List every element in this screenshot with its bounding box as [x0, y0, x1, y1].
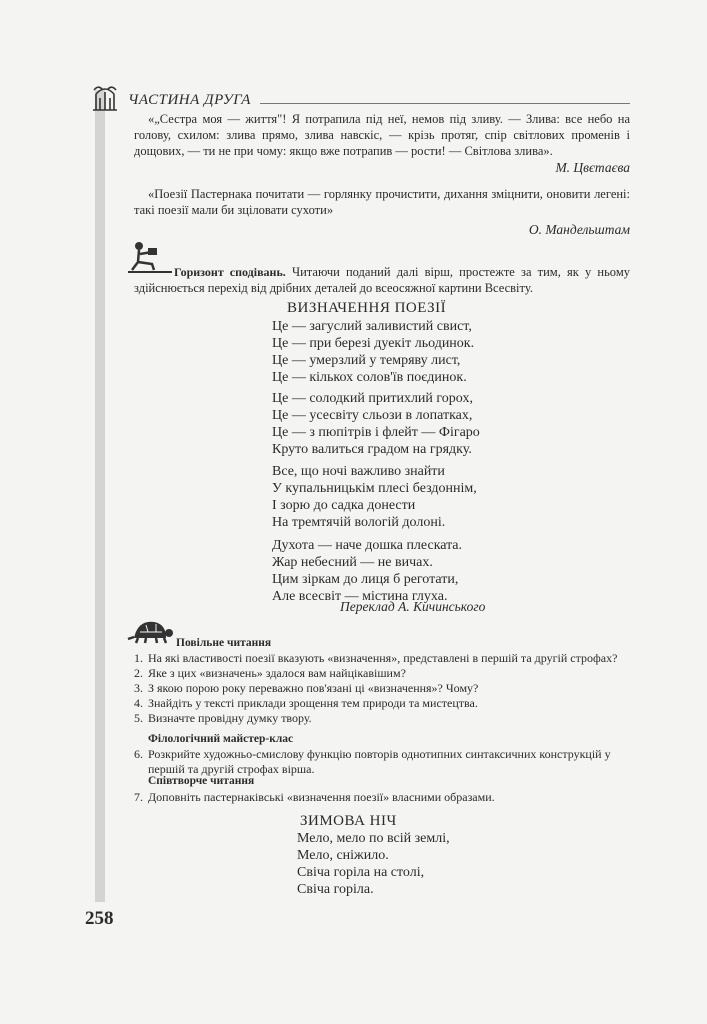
quote-author: О. Мандельштам	[528, 222, 630, 237]
question-item	[134, 790, 630, 805]
poem-line: Мело, сніжило.	[297, 848, 389, 863]
horizon-label: Горизонт сподівань.	[174, 265, 286, 279]
question-number: 6.	[134, 747, 143, 761]
slow-reading-heading: Повільне читання	[176, 637, 272, 649]
question-text: На які властивості поезії вказують «визначення», представлені в першій та другій строфах?	[148, 651, 618, 665]
question-text: Розкрийте художньо-смислову функцію повторів однотипних синтаксичних конструкцій у першій та другій строфах вірша.	[148, 747, 611, 776]
poem-line: Це — з пюпітрів і флейт — Фігаро	[272, 425, 480, 440]
philology-heading: Філологічний майстер-клас	[148, 733, 294, 745]
question-number: 5.	[134, 711, 143, 725]
questions-cocreative	[134, 790, 630, 805]
poem-stanza	[272, 318, 474, 386]
questions-slow-reading	[134, 651, 630, 726]
question-item	[134, 651, 630, 666]
question-text: Доповніть пастернаківські «визначення поезії» власними образами.	[148, 790, 495, 804]
question-number: 2.	[134, 666, 143, 680]
question-number: 7.	[134, 790, 143, 804]
poem-line: Свіча горіла на столі,	[297, 865, 425, 880]
question-item	[134, 711, 630, 726]
horizon-of-expectations	[134, 264, 630, 296]
question-text: Визначте провідну думку твору.	[148, 711, 312, 725]
poem-line: У купальницькім плесі бездоннім,	[272, 481, 477, 496]
quote-text: «„Сестра моя — життя"! Я потрапила під неї, немов під зливу. — Злива: все небо на голову, схилом: злива прямо, злива навскіс, — крізь протяг, спір світлових променів і дощових, — ти не при чому: якщо вже потрапив — рости! — Світлова злива».	[134, 112, 630, 158]
question-item	[134, 666, 630, 681]
poem-line: Це — загуслий заливистий свист,	[272, 319, 472, 334]
question-text: Знайдіть у тексті приклади зрощення тем природи та мистецтва.	[148, 696, 478, 710]
poem-line: Це — при березі дуекіт льодинок.	[272, 336, 475, 351]
cocreative-heading: Співтворче читання	[148, 775, 255, 787]
question-item	[134, 681, 630, 696]
question-item	[134, 696, 630, 711]
page-number: 258	[85, 908, 114, 929]
poem-line: Це — солодкий притихлий горох,	[272, 391, 473, 406]
poem-line: Це — умерзлий у темряву лист,	[272, 353, 461, 368]
poem-line: На тремтячій вологій долоні.	[272, 515, 446, 530]
poem-line: Все, що ночі важливо знайти	[272, 464, 445, 479]
poem-stanza	[272, 463, 477, 531]
question-number: 3.	[134, 681, 143, 695]
poem-line: Свіча горіла.	[297, 882, 374, 897]
poem-stanza	[297, 830, 450, 898]
poem-line: Круто валиться градом на грядку.	[272, 442, 472, 457]
horizon-text: Читаючи поданий далі вірш, простежте за тим, як у ньому здійснюється перехід від дрібних деталей до всеосяжної картини Всесвіту.	[134, 265, 630, 295]
poem-line: Жар небесний — не вичах.	[272, 555, 433, 570]
question-number: 1.	[134, 651, 143, 665]
poem-line: Цим зіркам до лиця б реготати,	[272, 572, 459, 587]
poem-line: Мело, мело по всій землі,	[297, 831, 450, 846]
poem-title: ЗИМОВА НІЧ	[300, 813, 397, 829]
poem-title: ВИЗНАЧЕННЯ ПОЕЗІЇ	[287, 300, 447, 316]
poem-line: Це — кількох солов'їв поєдинок.	[272, 370, 467, 385]
question-number: 4.	[134, 696, 143, 710]
page-gutter-bar	[95, 90, 105, 902]
header-divider	[260, 103, 630, 104]
section-title: ЧАСТИНА ДРУГА	[128, 92, 251, 108]
poem-line: Це — усесвіту сльози в лопатках,	[272, 408, 473, 423]
quote-author: М. Цвєтаєва	[555, 160, 630, 175]
turtle-icon	[126, 618, 174, 644]
poem-stanza	[272, 390, 480, 458]
question-text: Яке з цих «визначень» здалося вам найцікавішим?	[148, 666, 406, 680]
question-item	[134, 747, 630, 777]
poem-stanza	[272, 537, 462, 605]
quote-tsvetaeva	[134, 111, 630, 176]
ornament-icon	[90, 82, 120, 112]
poem-line: І зорю до садка донести	[272, 498, 416, 513]
quote-mandelshtam	[134, 186, 630, 238]
translation-credit: Переклад А. Кичинського	[340, 599, 486, 614]
poem-line: Духота — наче дошка плескатa.	[272, 538, 462, 553]
question-text: З якою порою року переважно пов'язані ці «визначення»? Чому?	[148, 681, 479, 695]
questions-philology	[134, 747, 630, 777]
poem-line: Але всесвіт — містина глуха.	[272, 589, 448, 604]
quote-text: «Поезії Пастернака почитати — горлянку прочистити, дихання зміцнити, оновити легені: такі поезії мали би зціловати сухоти»	[134, 187, 630, 217]
